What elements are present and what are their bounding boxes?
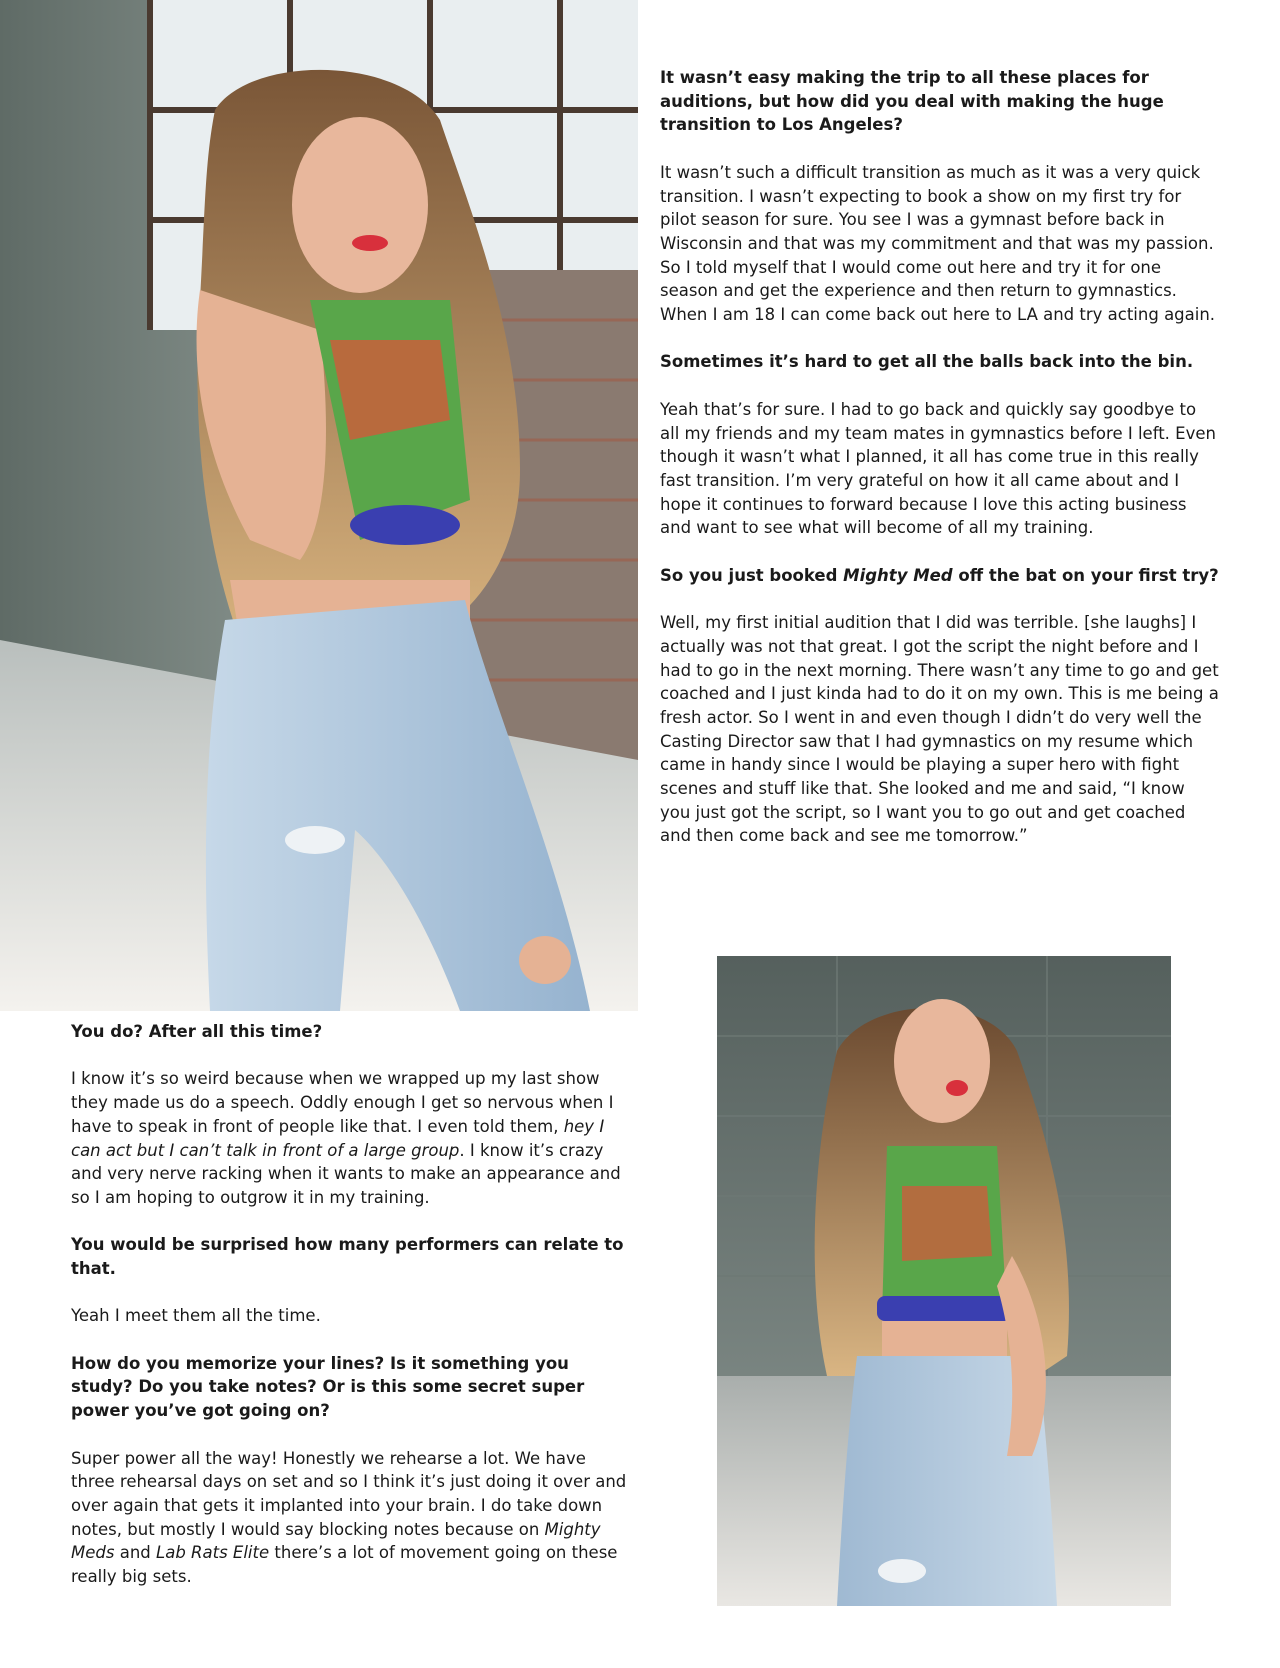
answer-text: Super power all the way! Honestly we rehearse a lot. We have three rehearsal days on set and so I think it’s just doing it over and over again that gets it implanted into your brain. I do take down notes, but mostly I would say blocking notes because on xyxy=(71,1448,627,1539)
interview-answer: It wasn’t such a difficult transition as much as it was a very quick transition. I wasn’t expecting to book a show on my first try for pilot season for sure. You see I was a gymnast before back in Wisconsin and that was my commitment and that was my passion. So I told myself that I would come out here and try it for one season and get the experience and then return to gymnastics. When I am 18 I can come back out here to LA and try acting again. xyxy=(660,162,1216,325)
answer-text: I know it’s so weird because when we wrapped up my last show they made us do a speech. Oddly enough I get so nervous when I have to speak in front of people like that. I even told them, xyxy=(71,1069,614,1136)
question-text: So you just booked xyxy=(660,565,844,585)
answer-text: there’s a lot of movement going on these really big sets. xyxy=(71,1543,618,1587)
interview-question xyxy=(660,564,1220,588)
interview-question: You do? After all this time? xyxy=(71,1022,323,1041)
interview-answer: Yeah that’s for sure. I had to go back and quickly say goodbye to all my friends and my team mates in gymnastics before I left. Even though it wasn’t what I planned, it all has come true in this really fast transition. I’m very grateful on how it all came about and I hope it continues to forward because I love this acting business and want to see what will become of all my training. xyxy=(660,399,1216,538)
article-column-right xyxy=(660,66,1220,848)
answer-text: and xyxy=(114,1543,157,1563)
interview-answer xyxy=(71,1067,631,1209)
interview-question: It wasn’t easy making the trip to all these places for auditions, but how did you deal with making the huge transition to Los Angeles? xyxy=(660,68,1164,135)
interview-question: Sometimes it’s hard to get all the balls back into the bin. xyxy=(660,352,1194,372)
show-title: Lab Rats Elite xyxy=(156,1543,270,1563)
interview-answer: Yeah I meet them all the time. xyxy=(71,1306,321,1326)
answer-text: . I know it’s crazy and very nerve racking when it wants to make an appearance and so I am hoping to outgrow it in my training. xyxy=(71,1140,621,1207)
interview-question: How do you memorize your lines? Is it something you study? Do you take notes? Or is this some secret super power you’ve got going on? xyxy=(71,1353,585,1421)
quoted-remark: hey I can act but I can’t talk in front of a large group xyxy=(71,1116,605,1160)
show-title: Mighty Med xyxy=(843,565,953,585)
interview-answer xyxy=(71,1447,631,1589)
interview-answer: Well, my first initial audition that I did was terrible. [she laughs] I actually was not that great. I got the script the night before and I had to go in the next morning. There wasn’t any time to go and get coached and I just kinda had to do it on my own. This is me being a fresh actor. So I went in and even though I didn’t do very well the Casting Director saw that I had gymnastics on my resume which came in handy since I would be playing a super hero with fight scenes and stuff like that. She looked and me and said, “I know you just got the script, so I want you to go out and get coached and then come back and see me tomorrow.” xyxy=(660,613,1219,846)
portrait-photo-large xyxy=(0,0,638,1011)
show-title: Mighty Meds xyxy=(71,1519,601,1563)
interview-question: You would be surprised how many performers can relate to that. xyxy=(71,1235,624,1278)
question-text: off the bat on your first try? xyxy=(952,565,1219,585)
article-column-left xyxy=(71,1020,631,1589)
portrait-photo-small xyxy=(717,956,1171,1606)
